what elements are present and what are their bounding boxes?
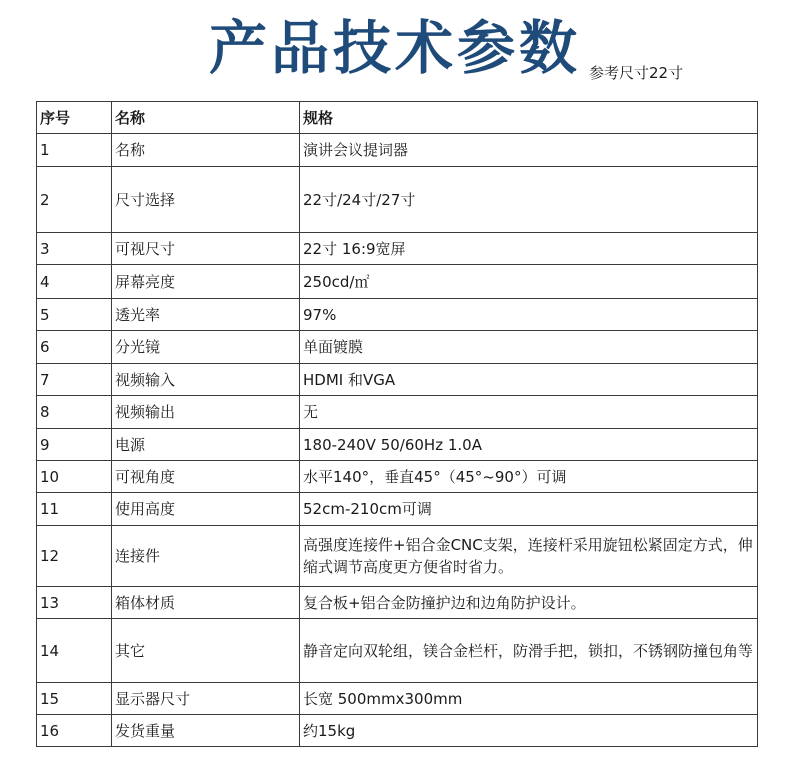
spec-table: [36, 101, 758, 747]
cell-spec: 无: [300, 396, 758, 429]
cell-spec: 250cd/㎡: [300, 265, 758, 299]
cell-no: 13: [37, 587, 112, 619]
cell-spec: 水平140°，垂直45°（45°~90°）可调: [300, 461, 758, 493]
table-body: [37, 134, 758, 747]
cell-spec: 52cm-210cm可调: [300, 493, 758, 526]
cell-no: 3: [37, 233, 112, 265]
table-row: [37, 526, 758, 587]
cell-spec: 高强度连接件+铝合金CNC支架，连接杆采用旋钮松紧固定方式，伸缩式调节高度更方便省时省力。: [300, 526, 758, 587]
cell-no: 12: [37, 526, 112, 587]
cell-no: 9: [37, 429, 112, 461]
column-header-no: 序号: [37, 102, 112, 134]
cell-name: 屏幕亮度: [112, 265, 300, 299]
cell-spec: 复合板+铝合金防撞护边和边角防护设计。: [300, 587, 758, 619]
cell-name: 箱体材质: [112, 587, 300, 619]
table-row: [37, 587, 758, 619]
cell-spec: 97%: [300, 299, 758, 331]
cell-no: 14: [37, 619, 112, 683]
cell-no: 6: [37, 331, 112, 364]
cell-name: 可视角度: [112, 461, 300, 493]
table-row: [37, 461, 758, 493]
cell-name: 使用高度: [112, 493, 300, 526]
cell-name: 名称: [112, 134, 300, 167]
table-row: [37, 331, 758, 364]
cell-name: 显示器尺寸: [112, 683, 300, 715]
cell-name: 电源: [112, 429, 300, 461]
cell-no: 11: [37, 493, 112, 526]
cell-no: 7: [37, 364, 112, 396]
cell-name: 可视尺寸: [112, 233, 300, 265]
cell-name: 视频输出: [112, 396, 300, 429]
cell-name: 其它: [112, 619, 300, 683]
table-row: [37, 715, 758, 747]
cell-no: 15: [37, 683, 112, 715]
cell-name: 发货重量: [112, 715, 300, 747]
cell-name: 视频输入: [112, 364, 300, 396]
cell-spec: 22寸/24寸/27寸: [300, 167, 758, 233]
table-row: [37, 493, 758, 526]
cell-name: 连接件: [112, 526, 300, 587]
cell-no: 4: [37, 265, 112, 299]
column-header-spec: 规格: [300, 102, 758, 134]
cell-spec: 演讲会议提词器: [300, 134, 758, 167]
table-row: [37, 364, 758, 396]
cell-spec: 约15kg: [300, 715, 758, 747]
table-row: [37, 396, 758, 429]
cell-spec: HDMI 和VGA: [300, 364, 758, 396]
cell-spec: 单面镀膜: [300, 331, 758, 364]
cell-no: 10: [37, 461, 112, 493]
page-subtitle: 参考尺寸22寸: [589, 64, 684, 82]
table-row: [37, 134, 758, 167]
cell-spec: 长宽 500mmx300mm: [300, 683, 758, 715]
table-header-row: [37, 102, 758, 134]
page-title: 产品技术参数: [208, 14, 581, 82]
table-row: [37, 299, 758, 331]
cell-spec: 180-240V 50/60Hz 1.0A: [300, 429, 758, 461]
cell-name: 分光镜: [112, 331, 300, 364]
cell-name: 尺寸选择: [112, 167, 300, 233]
cell-no: 5: [37, 299, 112, 331]
cell-no: 8: [37, 396, 112, 429]
table-row: [37, 683, 758, 715]
cell-no: 16: [37, 715, 112, 747]
table-row: [37, 429, 758, 461]
cell-no: 2: [37, 167, 112, 233]
table-row: [37, 233, 758, 265]
cell-no: 1: [37, 134, 112, 167]
cell-spec: 22寸 16:9宽屏: [300, 233, 758, 265]
cell-spec: 静音定向双轮组，镁合金栏杆，防滑手把，锁扣，不锈钢防撞包角等: [300, 619, 758, 683]
table-row: [37, 167, 758, 233]
table-row: [37, 265, 758, 299]
table-row: [37, 619, 758, 683]
cell-name: 透光率: [112, 299, 300, 331]
column-header-name: 名称: [112, 102, 300, 134]
